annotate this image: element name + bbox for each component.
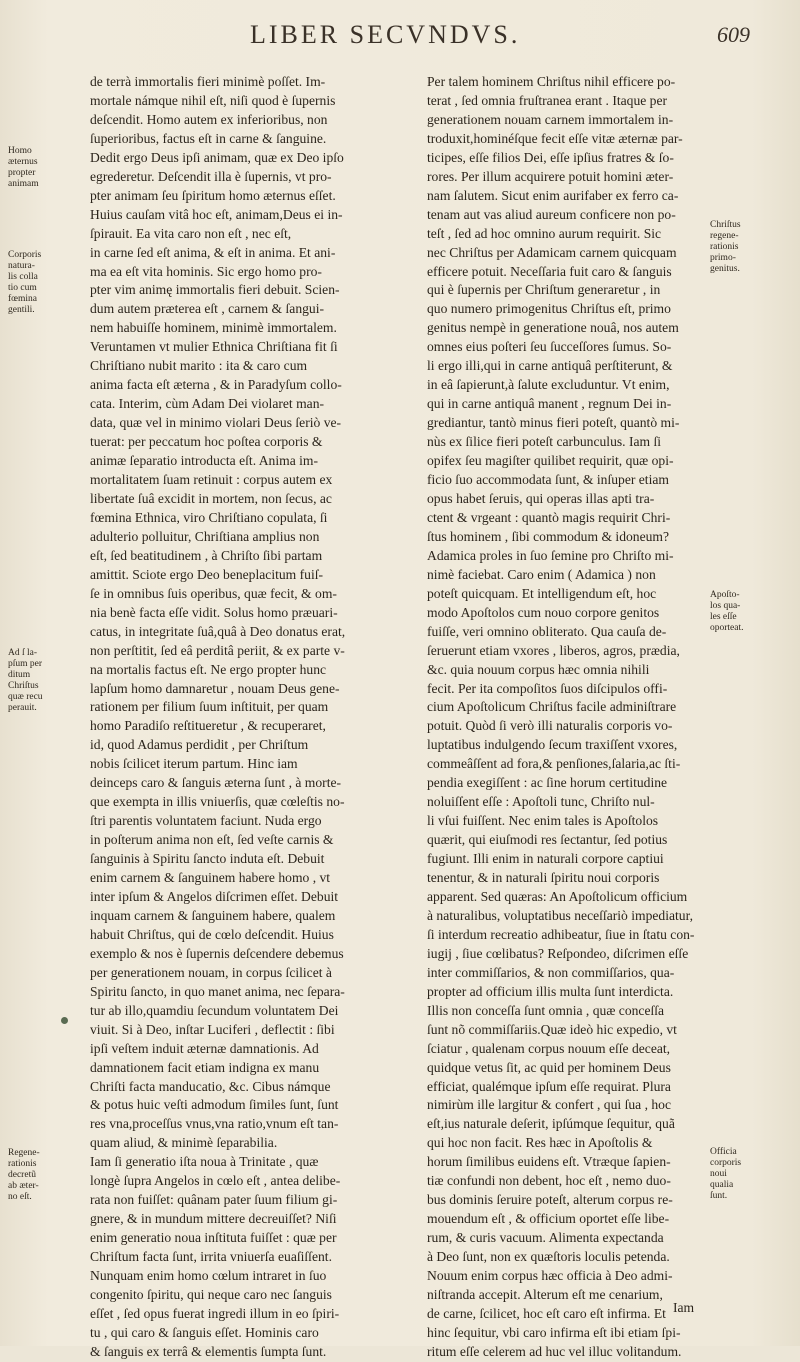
margin-note-line: rationis	[8, 1159, 37, 1169]
text-line: exemplo & nos è ſupernis deſcendere debemus	[90, 945, 344, 961]
text-line: ticipes, eſſe filios Dei, eſſe ipſius fratres & ſo-	[427, 149, 674, 165]
margin-note-line: no eſt.	[8, 1192, 32, 1202]
text-line: deſcendit. Homo autem ex inferioribus, non	[90, 111, 328, 127]
text-line: libertate ſuâ excidit in mortem, non ſecus, ac	[90, 490, 332, 506]
text-line: pter animam ſeu ſpiritum homo æternus eſſet.	[90, 187, 336, 203]
text-line: in poſterum anima non eſt, ſed veſte carnis &	[90, 832, 334, 848]
text-line: modo Apoſtolos cum nouo corpore genitos	[427, 604, 660, 620]
text-line: tiæ confundi non debent, hoc eſt , nemo duo-	[427, 1173, 671, 1189]
text-line: noluiſſent eſſe : Apoſtoli tunc, Chriſto nul-	[427, 794, 655, 810]
text-line: Huius cauſam vitâ hoc eſt, animam,Deus ei in-	[90, 206, 343, 222]
left-text-column	[90, 73, 418, 1362]
margin-note-ad-lapsum	[8, 648, 78, 714]
margin-note-line: primo-	[710, 253, 736, 263]
text-line: ſpirauit. Ea vita caro non eſt , nec eſt,	[90, 225, 292, 241]
margin-note-line: Regene-	[8, 1148, 40, 1158]
text-line: nùs ex ſilice fieri poteſt carbunculus. Iam ſi	[427, 434, 662, 450]
text-line: viuit. Si à Deo, inſtar Luciferi , deflectit : ſibi	[90, 1021, 335, 1037]
text-line: li ergo illi,qui in carne antiquâ perſtiterunt, &	[427, 358, 673, 374]
text-line: inter commiſſarios, & non commiſſarios, qua-	[427, 964, 675, 980]
page-number: 609	[717, 22, 750, 47]
text-line: animæ ſeparatio introducta eſt. Anima im-	[90, 453, 319, 469]
text-line: Nouum enim corpus hæc officia à Deo admi-	[427, 1268, 673, 1284]
text-line: que exempta in illis vniuerſis, quæ cœleſtis no-	[90, 794, 345, 810]
text-line: commeâſſent ad fora,& penſiones,ſalaria,ac ſti-	[427, 756, 681, 772]
text-line: propter ad officium illis multa ſunt interdicta.	[427, 983, 674, 999]
text-line: longè ſupra Angelos in cœlo eſt , antea delibe-	[90, 1173, 341, 1189]
margin-note-line: pſum per	[8, 659, 43, 669]
margin-note-line: Apoſto-	[710, 590, 740, 600]
text-line: cata. Interim, cùm Adam Dei violaret man-	[90, 396, 325, 412]
text-line: ſeruerunt etiam vxores , liberos, agros, prædia,	[427, 642, 680, 658]
text-line: ma ea eſt vita hominis. Sic ergo homo pro-	[90, 263, 322, 279]
margin-note-corporis-naturalis	[8, 250, 78, 316]
text-line: ctent & vrgeant : quantò magis requirit Chri-	[427, 509, 671, 525]
text-line: mortale námque nihil eſt, niſi quod è ſupernis	[90, 92, 336, 108]
margin-note-line: ditum	[8, 670, 31, 680]
margin-note-line: Chriſtus	[710, 220, 741, 230]
text-line: nec Chriſtus per Adamicam carnem quicquam	[427, 244, 677, 260]
text-line: anima facta eſt æterna , & in Paradyſum collo-	[90, 377, 342, 393]
margin-note-line: quæ recu	[8, 692, 43, 702]
margin-note-line: Chriſtus	[8, 681, 39, 691]
text-line: generationem nouam carnem immortalem in-	[427, 111, 674, 127]
text-line: de terrà immortalis fieri minimè poſſet. Im-	[90, 74, 326, 89]
text-line: ſanguinis à Spiritu ſancto induta eſt. Debuit	[90, 851, 325, 867]
text-line: nem habuiſſe hominem, minimè immortalem.	[90, 320, 337, 336]
margin-note-line: lis colla	[8, 272, 38, 282]
margin-note-line: los qua-	[710, 601, 741, 611]
text-line: fœmina Ethnica, viro Chriſtiano copulata, ſi	[90, 509, 328, 525]
text-line: res vna,proceſſus vnus,vna ratio,vnum eſt tan-	[90, 1116, 339, 1132]
text-line: in eâ ſapierunt,à ſalute excluduntur. Vt enim,	[427, 377, 670, 393]
text-line: rum, & curis vacuum. Alimenta expectanda	[427, 1230, 664, 1246]
text-line: ritum eſſe celerem ad huc vel illuc volitandum.	[427, 1343, 682, 1359]
text-line: egrederetur. Deſcendit illa è ſupernis, vt pro-	[90, 168, 332, 184]
text-line: hinc ſequitur, vbi caro infirma eſt ibi etiam ſpi-	[427, 1324, 681, 1340]
text-line: tuerat: per peccatum hoc poſtea corporis &	[90, 434, 323, 450]
text-line: non perſtitit, ſed eâ perditâ periit, & ex parte v-	[90, 642, 345, 658]
text-line: id, quod Adamus perdidit , per Chriſtum	[90, 737, 309, 753]
text-line: Veruntamen vt mulier Ethnica Chriſtiana fit ſi	[90, 339, 338, 355]
text-line: inter ipſum & Angelos diſcrimen eſſet. Debuit	[90, 888, 339, 904]
text-line: Per talem hominem Chriſtus nihil efficere po-	[427, 74, 676, 89]
text-line: potuit. Quòd ſi verò illi naturalis corporis vo-	[427, 718, 673, 734]
text-line: nimirùm ille largitur & confert , qui ſua , hoc	[427, 1097, 672, 1113]
margin-note-christus-primogenitus	[710, 220, 790, 275]
text-line: apparent. Sed quæras: An Apoſtolicum officium	[427, 888, 688, 904]
text-line: poteſt quicquam. Et intelligendum eſt, hoc	[427, 585, 657, 601]
text-line: quidque vetus ſit, ac quid per hominem Deus	[427, 1059, 671, 1075]
text-line: enim generatio noua inſtituta fuiſſet : quæ per	[90, 1230, 337, 1246]
text-line: ſciatur , qualenam corpus nouum eſſe deceat,	[427, 1040, 671, 1056]
text-line: pter vim animę immortalis fieri debuit. Scien-	[90, 282, 340, 298]
text-line: opus habet ſeruis, qui operas illas apti tra-	[427, 490, 655, 506]
margin-note-line: animam	[8, 179, 39, 189]
margin-note-line: perauit.	[8, 703, 37, 713]
text-line: lapſum homo damnaretur , nouam Deus gene-	[90, 680, 340, 696]
text-line: & ſanguis ex terrâ & elementis ſumpta ſunt.	[90, 1343, 327, 1359]
text-line: pendia exegiſſent : ac ſine horum certitudine	[427, 775, 668, 791]
text-line: adulterio polluitur, Chriſtiana amplius non	[90, 528, 320, 544]
text-line: quærit, qui eiuſmodi res ſectantur, ſed potius	[427, 832, 668, 848]
margin-note-line: les eſſe	[710, 612, 737, 622]
text-line: ſtus hominem , ſibi commodum & idoneum?	[427, 528, 670, 544]
text-line: habuit Chriſtus, qui de cœlo deſcendit. Huius	[90, 926, 334, 942]
text-line: ipſi veſtem induit æternæ damnationis. Ad	[90, 1040, 319, 1056]
text-line: à naturalibus, voluptatibus neceſſariò impediatur,	[427, 907, 693, 923]
margin-note-line: ſunt.	[710, 1191, 728, 1201]
margin-note-line: Ad ſ la-	[8, 648, 38, 658]
text-line: deinceps caro & ſanguis æterna ſunt , à morte-	[90, 775, 342, 791]
text-line: nia benè facta eſſe vidit. Solus homo præuari-	[90, 604, 338, 620]
text-line: à Deo ſunt, non ex quæſtoris loculis petenda.	[427, 1249, 670, 1265]
text-line: nobis ſcilicet iterum partum. Hinc iam	[90, 756, 298, 772]
text-line: tu , qui caro & ſanguis eſſet. Hominis caro	[90, 1324, 319, 1340]
margin-note-apostolos	[710, 590, 790, 634]
text-line: na mortalis factus eſt. Ne ergo propter hunc	[90, 661, 327, 677]
right-text-column	[427, 73, 703, 1362]
text-line: rores. Per illum acquirere potuit homini æter-	[427, 168, 674, 184]
text-line: nimè faciebat. Caro enim ( Adamica ) non	[427, 566, 656, 582]
margin-note-line: regene-	[710, 231, 739, 241]
text-line: enim carnem & ſanguinem habere homo , vt	[90, 870, 331, 886]
text-line: Illis non conceſſa ſunt omnia , quæ conceſſa	[427, 1002, 665, 1018]
text-line: li vſui fuiſſent. Nec enim tales is Apoſtolos	[427, 813, 659, 829]
text-line: opifex ſeu magiſter quilibet requirit, quæ opi-	[427, 453, 674, 469]
margin-note-line: Officia	[710, 1147, 737, 1157]
text-line: Chriſti facta manducatio, &c. Cibus námque	[90, 1078, 331, 1094]
text-line: & potus huic veſti admodum ſimiles ſunt, ſunt	[90, 1097, 339, 1113]
margin-note-line: noui	[710, 1169, 727, 1179]
text-line: tenentur, & in naturali ſpiritu noui corporis	[427, 870, 660, 886]
margin-note-line: Homo	[8, 146, 32, 156]
text-line: nam ſalutem. Sicut enim aurifaber ex ferro ca-	[427, 187, 679, 203]
text-line: qui è ſupernis per Chriſtum generaretur , in	[427, 282, 661, 298]
margin-note-line: oporteat.	[710, 623, 744, 633]
margin-note-line: æternus	[8, 157, 38, 167]
ink-speck	[61, 1017, 68, 1024]
text-line: in carne ſed eſt anima, & eſt in anima. Et ani-	[90, 244, 336, 260]
margin-note-line: tio cum	[8, 283, 37, 293]
text-line: eſt, ſed beatitudinem , à Chriſto ſibi partam	[90, 547, 323, 563]
text-line: genitus nempè in generatione nouâ, nos autem	[427, 320, 679, 336]
text-line: ſuperioribus, factus eſt in carne & ſanguine.	[90, 130, 327, 146]
text-line: &c. quia nouum corpus hæc omnia nihili	[427, 661, 650, 677]
text-line: qui hoc non facit. Res hæc in Apoſtolis &	[427, 1135, 653, 1151]
text-line: rationem per filium ſuum inſtituit, per quam	[90, 699, 329, 715]
text-line: Nunquam enim homo cœlum intraret in ſuo	[90, 1268, 327, 1284]
text-line: luptatibus indulgendo ſecum traxiſſent vxores,	[427, 737, 678, 753]
text-line: amittit. Sciote ergo Deo beneplacitum fuiſ-	[90, 566, 324, 582]
text-line: congenito ſpiritu, qui neque caro nec ſanguis	[90, 1287, 332, 1302]
text-line: inquam carnem & ſanguinem habere, qualem	[90, 907, 336, 923]
text-line: teſt , ſed ad hoc omnino aurum requirit. Sic	[427, 225, 662, 241]
running-head: LIBER SECVNDVS.	[250, 20, 521, 49]
text-line: homo Paradiſo reſtitueretur , & recuperaret,	[90, 718, 326, 734]
text-line: bus dominis ſeruire poteſt, alterum corpus re-	[427, 1192, 673, 1208]
margin-note-line: rationis	[710, 242, 739, 252]
margin-note-line: ab æter-	[8, 1181, 39, 1191]
text-line: fuiſſe, veri omnino obliterato. Qua cauſa de-	[427, 623, 667, 639]
text-line: ſtri parentis voluntatem faciunt. Nuda ergo	[90, 813, 322, 829]
margin-note-line: natura-	[8, 261, 35, 271]
text-line: catus, in integritate ſuâ,quâ à Deo donatus erat,	[90, 623, 346, 639]
text-line: omnes eius poſteri ſeu ſucceſſores ſumus. So-	[427, 339, 672, 355]
text-line: niſtranda accepit. Alterum eſt me cenarium,	[427, 1287, 663, 1302]
text-line: troduxit,hominéſque fecit eſſe vitæ æternæ par-	[427, 130, 683, 146]
page-header	[250, 20, 750, 60]
margin-note-line: gentili.	[8, 305, 35, 315]
text-line: cium Apoſtolicum Chriſtus facile adminiſtrare	[427, 699, 677, 715]
text-line: gnere, & in mundum mittere decreuiſſet? Niſi	[90, 1211, 337, 1227]
text-line: tur ab illo,quamdiu ſecundum voluntatem Dei	[90, 1002, 339, 1018]
text-line: ſunt nõ commiſſariis.Quæ ideò hic expedio, vt	[427, 1021, 677, 1037]
text-line: tenam aut vas aliud aureum conficere non po-	[427, 206, 676, 222]
text-line: fugiunt. Illi enim in naturali corpore captiui	[427, 851, 664, 867]
margin-note-line: Corporis	[8, 250, 42, 260]
text-line: iugij , ſiue cœlibatus? Reſpondeo, diſcrimen eſſe	[427, 945, 689, 961]
text-line: rata non fuiſſet: quânam pater ſuum filium gi-	[90, 1192, 338, 1208]
margin-note-homo-aeternus	[8, 146, 78, 190]
text-line: ſe in omnibus ſuis operibus, quæ fecit, & om-	[90, 585, 337, 601]
margin-note-line: propter	[8, 168, 36, 178]
text-line: damnationem facit etiam indigna ex manu	[90, 1059, 320, 1075]
text-line: horum ſimilibus euidens eſt. Vtræque ſapien-	[427, 1154, 671, 1170]
text-line: Dedit ergo Deus ipſi animam, quæ ex Deo ipſo	[90, 149, 344, 165]
margin-note-line: qualia	[710, 1180, 734, 1190]
text-line: Chriſtiano nubit marito : ita & caro cum	[90, 358, 308, 374]
text-line: quo numero primogenitus Chriſtus eſt, primo	[427, 301, 671, 317]
text-line: data, quæ vel in minimo violari Deus ſeriò ve-	[90, 415, 342, 431]
text-line: de carne, ſcilicet, hoc eſt caro eſt infirma. Et	[427, 1305, 666, 1321]
text-line: eſt,ius naturale deſerit, ipſúmque ſequitur, quã	[427, 1116, 675, 1132]
text-line: ſi interdum recreatio adhibeatur, ſiue in ſtatu con-	[427, 926, 695, 942]
margin-note-line: decretũ	[8, 1170, 36, 1180]
text-line: Chriſtum facta ſunt, irrita vniuerſa euaſiſſent.	[90, 1249, 332, 1265]
text-line: grediantur, tantò minus fieri poteſt, quantò mi-	[427, 415, 680, 431]
margin-note-line: corporis	[710, 1158, 742, 1168]
text-line: per generationem nouam, in corpus ſcilicet à	[90, 964, 332, 980]
margin-note-line: fœmina	[8, 294, 38, 304]
text-line: fecit. Per ita compoſitos ſuos diſcipulos offi-	[427, 680, 668, 696]
text-line: ficio ſuo accommodata ſunt, & inſuper etiam	[427, 472, 669, 488]
text-line: Iam ſi generatio iſta noua à Trinitate , quæ	[90, 1154, 319, 1170]
text-line: qui in carne antiquâ manent , regnum Dei in-	[427, 396, 672, 412]
margin-note-officia-corporis	[710, 1147, 790, 1202]
text-line: mortalitatem ſuam retinuit : corpus autem ex	[90, 472, 333, 488]
margin-note-regenerationis	[8, 1148, 78, 1203]
text-line: Adamica proles in ſuo ſemine pro Chriſto mi-	[427, 547, 674, 563]
catchword: Iam	[673, 1300, 695, 1315]
text-line: mouendum eſt , & officium oportet eſſe libe-	[427, 1211, 670, 1227]
text-line: dum autem præterea eſt , carnem & ſangui-	[90, 301, 325, 317]
text-line: efficere potuit. Neceſſaria fuit caro & ſanguis	[427, 263, 672, 279]
text-line: Spiritu ſancto, in quo manet anima, nec ſepara-	[90, 983, 345, 999]
text-line: efficiat, qualémque ipſum eſſe requirat. Plura	[427, 1078, 671, 1094]
text-line: eſſet , ſed opus fuerat ingredi illum in eo ſpiri-	[90, 1305, 340, 1321]
margin-note-line: genitus.	[710, 264, 740, 274]
text-line: quam aliud, & minimè ſeparabilia.	[90, 1135, 278, 1151]
text-line: terat , ſed omnia fruſtranea erant . Itaque per	[427, 92, 668, 108]
